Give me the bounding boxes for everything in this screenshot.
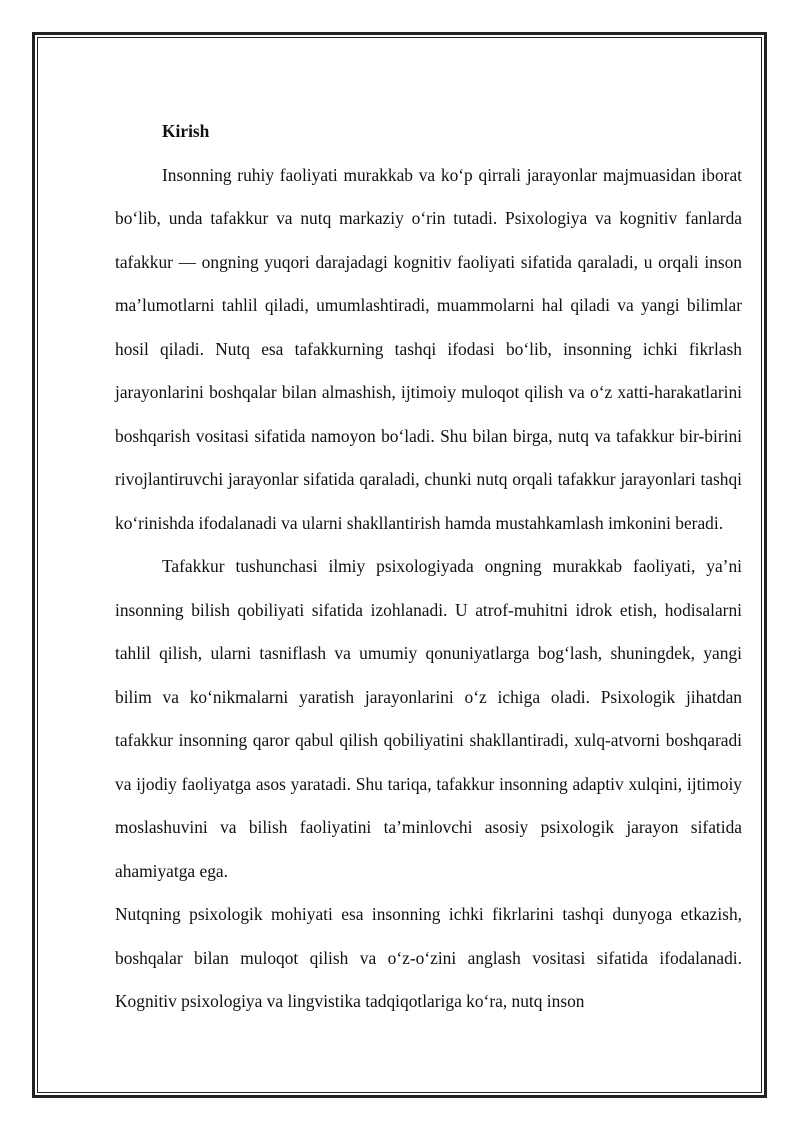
document-body [115,110,742,1024]
paragraph-2: Tafakkur tushunchasi ilmiy psixologiyada ongning murakkab faoliyati, ya’ni insonning bilish qobiliyati sifatida izohlanadi. U atrof-muhitni idrok etish, hodisalarni tahlil qilish, ularni tasniflash va umumiy qonuniyatlarga bog‘lash, shuningdek, yangi bilim va ko‘nikmalarni yaratish jarayonlarini o‘z ichiga oladi. Psixologik jihatdan tafakkur insonning qaror qabul qilish qobiliyatini shakllantiradi, xulq-atvorni boshqaradi va ijodiy faoliyatga asos yaratadi. Shu tariqa, tafakkur insonning adaptiv xulqini, ijtimoiy moslashuvini va bilish faoliyatini ta’minlovchi asosiy psixologik jarayon sifatida ahamiyatga ega. [115,556,742,881]
paragraph-3: Nutqning psixologik mohiyati esa insonning ichki fikrlarini tashqi dunyoga etkazish, boshqalar bilan muloqot qilish va o‘z-o‘zini anglash vositasi sifatida ifodalanadi. Kognitiv psixologiya va lingvistika tadqiqotlariga ko‘ra, nutq inson [115,904,742,1011]
section-heading: Kirish [162,121,210,141]
paragraph-1: Insonning ruhiy faoliyati murakkab va ko‘p qirrali jarayonlar majmuasidan iborat bo‘lib, unda tafakkur va nutq markaziy o‘rin tutadi. Psixologiya va kognitiv fanlarda tafakkur — ongning yuqori darajadagi kognitiv faoliyati sifatida qaraladi, u orqali inson ma’lumotlarni tahlil qiladi, umumlashtiradi, muammolarni hal qiladi va yangi bilimlar hosil qiladi. Nutq esa tafakkurning tashqi ifodasi bo‘lib, insonning ichki fikrlash jarayonlarini boshqalar bilan almashish, ijtimoiy muloqot qilish va o‘z xatti-harakatlarini boshqarish vositasi sifatida namoyon bo‘ladi. Shu bilan birga, nutq va tafakkur bir-birini rivojlantiruvchi jarayonlar sifatida qaraladi, chunki nutq orqali tafakkur jarayonlari tashqi ko‘rinishda ifodalanadi va ularni shakllantirish hamda mustahkamlash imkonini beradi. [115,164,742,533]
